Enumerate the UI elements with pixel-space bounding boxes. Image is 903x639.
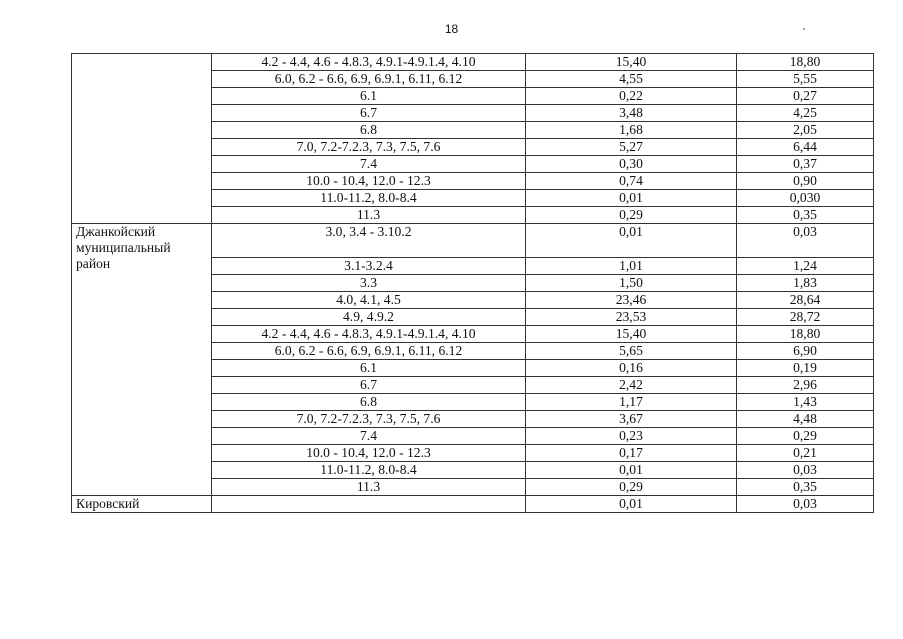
use-code-cell: 11.3 (212, 479, 526, 496)
table-body (72, 54, 874, 513)
scan-speck (803, 28, 805, 30)
value-cell-2: 1,43 (737, 394, 874, 411)
value-cell-1: 3,67 (526, 411, 737, 428)
use-code-cell: 6.7 (212, 105, 526, 122)
value-cell-1: 15,40 (526, 326, 737, 343)
value-cell-1: 0,74 (526, 173, 737, 190)
value-cell-1: 0,01 (526, 496, 737, 513)
value-cell-1: 5,27 (526, 139, 737, 156)
use-code-cell: 6.7 (212, 377, 526, 394)
value-cell-2: 0,19 (737, 360, 874, 377)
value-cell-1: 3,48 (526, 105, 737, 122)
use-code-cell: 7.4 (212, 428, 526, 445)
value-cell-1: 0,29 (526, 207, 737, 224)
tariff-table (71, 53, 874, 513)
value-cell-1: 0,17 (526, 445, 737, 462)
value-cell-2: 4,25 (737, 105, 874, 122)
use-code-cell: 4.9, 4.9.2 (212, 309, 526, 326)
value-cell-1: 0,01 (526, 462, 737, 479)
value-cell-2: 18,80 (737, 326, 874, 343)
value-cell-2: 0,35 (737, 479, 874, 496)
value-cell-1: 0,29 (526, 479, 737, 496)
value-cell-2: 0,29 (737, 428, 874, 445)
use-code-cell: 4.2 - 4.4, 4.6 - 4.8.3, 4.9.1-4.9.1.4, 4.10 (212, 54, 526, 71)
value-cell-2: 0,35 (737, 207, 874, 224)
value-cell-2: 4,48 (737, 411, 874, 428)
value-cell-1: 0,16 (526, 360, 737, 377)
district-cell: Кировский (72, 496, 212, 513)
value-cell-1: 15,40 (526, 54, 737, 71)
value-cell-2: 2,96 (737, 377, 874, 394)
use-code-cell: 3.0, 3.4 - 3.10.2 (212, 224, 526, 258)
value-cell-2: 0,37 (737, 156, 874, 173)
value-cell-2: 1,24 (737, 258, 874, 275)
value-cell-2: 0,21 (737, 445, 874, 462)
value-cell-2: 0,27 (737, 88, 874, 105)
value-cell-2: 0,03 (737, 462, 874, 479)
value-cell-1: 23,53 (526, 309, 737, 326)
value-cell-2: 1,83 (737, 275, 874, 292)
value-cell-1: 0,30 (526, 156, 737, 173)
value-cell-1: 23,46 (526, 292, 737, 309)
value-cell-1: 0,23 (526, 428, 737, 445)
value-cell-2: 28,72 (737, 309, 874, 326)
value-cell-1: 0,01 (526, 224, 737, 258)
value-cell-2: 0,03 (737, 224, 874, 258)
value-cell-2: 5,55 (737, 71, 874, 88)
use-code-cell: 7.0, 7.2-7.2.3, 7.3, 7.5, 7.6 (212, 139, 526, 156)
use-code-cell: 4.0, 4.1, 4.5 (212, 292, 526, 309)
use-code-cell: 3.1-3.2.4 (212, 258, 526, 275)
value-cell-2: 0,030 (737, 190, 874, 207)
use-code-cell: 11.0-11.2, 8.0-8.4 (212, 190, 526, 207)
value-cell-1: 2,42 (526, 377, 737, 394)
value-cell-2: 6,90 (737, 343, 874, 360)
use-code-cell: 10.0 - 10.4, 12.0 - 12.3 (212, 445, 526, 462)
value-cell-1: 0,22 (526, 88, 737, 105)
use-code-cell: 6.8 (212, 394, 526, 411)
use-code-cell: 6.8 (212, 122, 526, 139)
use-code-cell: 11.0-11.2, 8.0-8.4 (212, 462, 526, 479)
value-cell-2: 28,64 (737, 292, 874, 309)
district-cell (72, 54, 212, 224)
use-code-cell: 3.3 (212, 275, 526, 292)
value-cell-1: 1,50 (526, 275, 737, 292)
table-row (72, 224, 874, 258)
use-code-cell: 6.1 (212, 88, 526, 105)
use-code-cell: 11.3 (212, 207, 526, 224)
value-cell-2: 0,03 (737, 496, 874, 513)
use-code-cell: 7.4 (212, 156, 526, 173)
table-row (72, 496, 874, 513)
value-cell-1: 1,01 (526, 258, 737, 275)
district-cell: Джанкойский муниципальный район (72, 224, 212, 496)
value-cell-2: 18,80 (737, 54, 874, 71)
value-cell-2: 0,90 (737, 173, 874, 190)
use-code-cell: 6.0, 6.2 - 6.6, 6.9, 6.9.1, 6.11, 6.12 (212, 343, 526, 360)
use-code-cell (212, 496, 526, 513)
value-cell-1: 0,01 (526, 190, 737, 207)
use-code-cell: 6.1 (212, 360, 526, 377)
use-code-cell: 10.0 - 10.4, 12.0 - 12.3 (212, 173, 526, 190)
value-cell-1: 5,65 (526, 343, 737, 360)
use-code-cell: 6.0, 6.2 - 6.6, 6.9, 6.9.1, 6.11, 6.12 (212, 71, 526, 88)
value-cell-1: 1,68 (526, 122, 737, 139)
use-code-cell: 7.0, 7.2-7.2.3, 7.3, 7.5, 7.6 (212, 411, 526, 428)
use-code-cell: 4.2 - 4.4, 4.6 - 4.8.3, 4.9.1-4.9.1.4, 4.10 (212, 326, 526, 343)
page-number: 18 (444, 22, 459, 36)
value-cell-1: 4,55 (526, 71, 737, 88)
value-cell-2: 2,05 (737, 122, 874, 139)
table-row (72, 54, 874, 71)
value-cell-1: 1,17 (526, 394, 737, 411)
value-cell-2: 6,44 (737, 139, 874, 156)
